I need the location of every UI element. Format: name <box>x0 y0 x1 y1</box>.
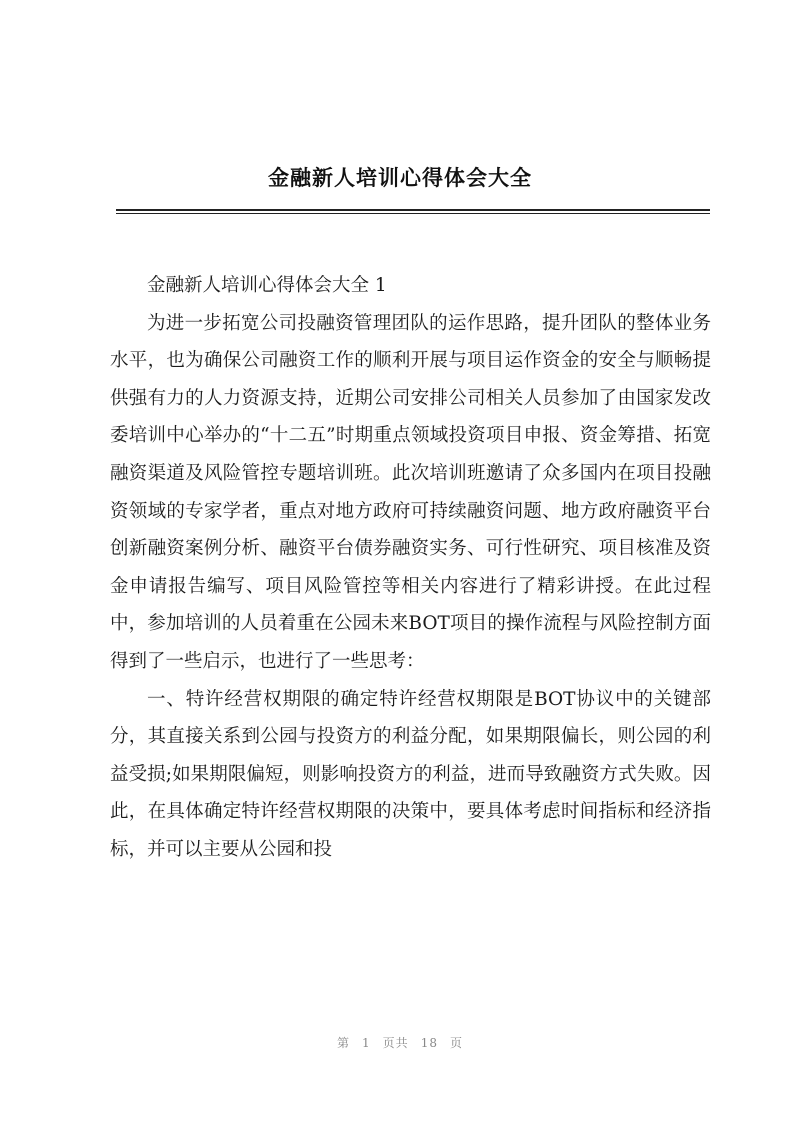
footer-suffix: 页 <box>449 1036 463 1050</box>
document-title: 金融新人培训心得体会大全 <box>268 166 532 190</box>
footer-current-page: 1 <box>362 1036 371 1050</box>
paragraph-1: 为进一步拓宽公司投融资管理团队的运作思路，提升团队的整体业务水平，也为确保公司融资工作的顺利开展与项目运作资金的安全与顺畅提供强有力的人力资源支持，近期公司安排公司相关人员参加了由国家发改委培训中心举办的“十二五”时期重点领域投资项目申报、资金筹措、拓宽融资渠道及风险管控专题培训班。此次培训班邀请了众多国内在项目投融资领域的专家学者，重点对地方政府可持续融资问题、地方政府融资平台创新融资案例分析、融资平台债券融资实务、可行性研究、项目核准及资金申请报告编写、项目风险管控等相关内容进行了精彩讲授。在此过程中，参加培训的人员着重在公园未来BOT项目的操作流程与风险控制方面得到了一些启示，也进行了一些思考： <box>110 312 711 672</box>
document-body <box>110 267 711 869</box>
footer-total-pages: 18 <box>420 1036 438 1050</box>
footer-middle: 页共 <box>382 1036 409 1050</box>
footer-prefix: 第 <box>337 1036 351 1050</box>
paragraph-2: 一、特许经营权期限的确定特许经营权期限是BOT协议中的关键部分，其直接关系到公园与投资方的利益分配，如果期限偏长，则公园的利益受损;如果期限偏短，则影响投资方的利益，进而导致融资方式失败。因此，在具体确定特许经营权期限的决策中，要具体考虑时间指标和经济指标，并可以主要从公园和投 <box>110 688 711 860</box>
section-heading: 金融新人培训心得体会大全 1 <box>147 275 387 296</box>
title-divider <box>116 209 710 214</box>
page-footer <box>0 1034 800 1051</box>
